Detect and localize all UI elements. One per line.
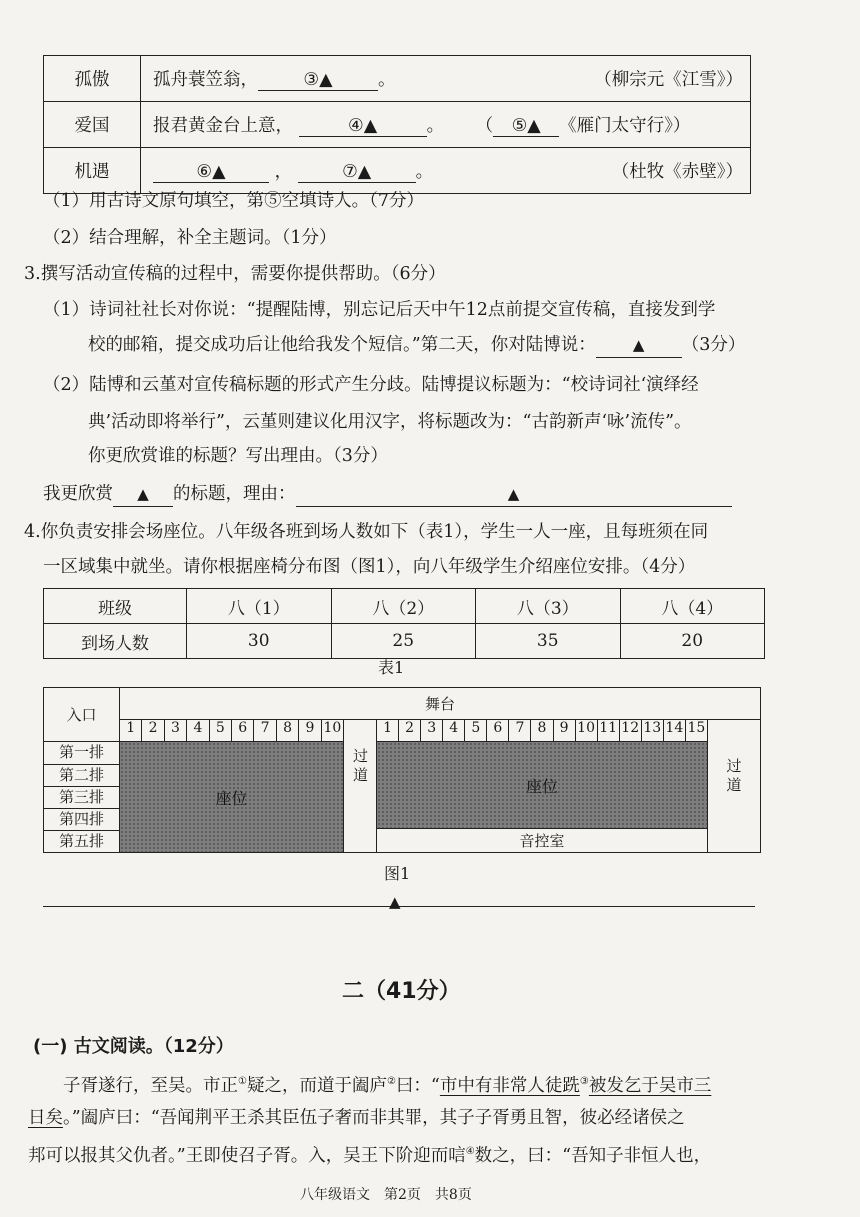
row-label: 第二排 xyxy=(44,764,119,786)
question-text: 一区域集中就坐。请你根据座椅分布图（图1），向八年级学生介绍座位安排。（4分） xyxy=(43,557,696,577)
answer-blank[interactable] xyxy=(596,333,682,358)
answer-line: 我更欣赏 ▲ 的标题，理由： ▲ xyxy=(43,482,732,507)
table-header: 八（2） xyxy=(331,589,476,624)
seat-number: 8 xyxy=(277,720,299,741)
poem-text: 。 xyxy=(415,162,434,182)
section-subheading: (一) 古文阅读。（12分） xyxy=(33,1036,234,1057)
theme-cell: 爱国 xyxy=(44,102,141,148)
seat-number: 8 xyxy=(531,720,553,741)
poem-source: （杜牧《赤壁》） xyxy=(611,162,743,182)
poem-text: ， xyxy=(274,162,293,182)
table-cell: 20 xyxy=(620,624,765,659)
seat-map xyxy=(43,687,761,853)
poem-source: （ ⑤▲ 《雁门太守行》） xyxy=(475,116,691,136)
page-footer: 八年级语文 第2页 共8页 xyxy=(300,1187,472,1203)
table-row xyxy=(44,56,751,102)
answer-blank[interactable] xyxy=(493,116,559,137)
section-heading: 二（41分） xyxy=(342,979,461,1004)
aisle-label: 过道 xyxy=(724,758,743,796)
stage: 舞台 xyxy=(120,688,760,720)
seat-number: 5 xyxy=(210,720,232,741)
table-header: 八（4） xyxy=(620,589,765,624)
blank-marker: ⑥▲ xyxy=(196,162,226,182)
theme-cell: 机遇 xyxy=(44,148,141,194)
seat-number: 10 xyxy=(576,720,598,741)
table-cell: 到场人数 xyxy=(44,624,187,659)
seat-number: 12 xyxy=(620,720,642,741)
row-label: 第五排 xyxy=(44,830,119,852)
blank-marker: ⑦▲ xyxy=(342,162,372,182)
seat-number: 1 xyxy=(377,720,399,741)
question-text: （1）诗词社社长对你说：“提醒陆博，别忘记后天中午12点前提交宣传稿，直接发到学 xyxy=(43,300,716,320)
entrance: 入口 xyxy=(44,688,120,742)
row-label: 第一排 xyxy=(58,743,104,761)
figure-caption: 图1 xyxy=(384,864,411,883)
poem-cell xyxy=(141,102,751,148)
table-row xyxy=(44,148,751,194)
theme-cell: 孤傲 xyxy=(44,56,141,102)
seat-number: 6 xyxy=(487,720,509,741)
question-text: 校的邮箱，提交成功后让他给我发个短信。”第二天，你对陆博说： ▲ （3分） xyxy=(88,333,745,358)
table-cell: 25 xyxy=(331,624,476,659)
seat-number: 9 xyxy=(554,720,576,741)
question-text: 你更欣赏谁的标题？写出理由。（3分） xyxy=(88,446,388,466)
seat-number: 5 xyxy=(465,720,487,741)
table-header: 八（3） xyxy=(476,589,621,624)
poem-text: 报君黄金台上意， xyxy=(153,116,293,136)
blank-marker: ▲ xyxy=(389,893,401,911)
table-row xyxy=(44,102,751,148)
seat-number: 3 xyxy=(165,720,187,741)
table-row xyxy=(44,624,765,659)
seat-number: 15 xyxy=(687,720,706,736)
blank-marker: ▲ xyxy=(137,485,149,503)
seat-number: 6 xyxy=(232,720,254,741)
left-aisle xyxy=(344,748,376,786)
right-aisle xyxy=(708,758,760,796)
question-title: 3.撰写活动宣传稿的过程中，需要你提供帮助。（6分） xyxy=(24,264,446,284)
blank-marker: ⑤▲ xyxy=(511,116,541,136)
row-labels xyxy=(44,742,120,852)
answer-blank[interactable] xyxy=(296,482,732,507)
poem-cell xyxy=(141,148,751,194)
table-row xyxy=(44,589,765,624)
question-title: 4.你负责安排会场座位。八年级各班到场人数如下（表1），学生一人一座，且每班须在同 xyxy=(24,522,709,542)
seat-number: 10 xyxy=(323,720,342,736)
poem-text: 孤舟蓑笠翁， xyxy=(153,70,258,90)
poem-cell xyxy=(141,56,751,102)
answer-blank[interactable] xyxy=(153,162,269,183)
seat-number: 2 xyxy=(399,720,421,741)
poem-text: 。 xyxy=(378,70,396,90)
seat-number: 1 xyxy=(120,720,142,741)
answer-blank[interactable] xyxy=(298,162,416,183)
left-seat-block: 座位 xyxy=(120,742,344,852)
seat-number: 7 xyxy=(254,720,276,741)
seat-number: 7 xyxy=(509,720,531,741)
blank-marker: ④▲ xyxy=(348,116,378,136)
seat-number: 2 xyxy=(142,720,164,741)
right-seat-numbers xyxy=(376,720,708,742)
question-text: （2）陆博和云堇对宣传稿标题的形式产生分歧。陆博提议标题为：“校诗词社‘演绎经 xyxy=(43,375,699,395)
answer-blank[interactable] xyxy=(299,116,427,137)
seat-number: 13 xyxy=(642,720,664,741)
seat-number: 4 xyxy=(443,720,465,741)
question-text: （2）结合理解，补全主题词。（1分） xyxy=(43,228,337,248)
theme-table xyxy=(43,55,751,194)
seat-number: 4 xyxy=(187,720,209,741)
seat-number: 9 xyxy=(299,720,321,741)
seat-number: 3 xyxy=(421,720,443,741)
seat-number: 14 xyxy=(664,720,686,741)
table-header: 八（1） xyxy=(187,589,332,624)
poem-text: 。 xyxy=(426,116,445,136)
poem-source: （柳宗元《江雪》） xyxy=(594,70,743,90)
passage-line: 邦可以报其父仇者。”王即使召子胥。入，吴王下阶迎而唁④数之，曰：“吾知子非恒人也， xyxy=(28,1145,712,1166)
attendance-table xyxy=(43,588,765,659)
table-cell: 30 xyxy=(187,624,332,659)
passage-line: 日矣。”阖庐曰：“吾闻荆平王杀其臣伍子奢而非其罪，其子子胥勇且智，彼必经诸侯之 xyxy=(28,1108,685,1128)
seat-number: 11 xyxy=(598,720,620,741)
table-header: 班级 xyxy=(44,589,187,624)
row-label: 第三排 xyxy=(44,786,119,808)
answer-blank[interactable] xyxy=(258,70,378,91)
question-text: （1）用古诗文原句填空，第⑤空填诗人。（7分） xyxy=(43,191,425,211)
passage-line: 子胥遂行，至吴。市正①疑之，而道于阖庐②曰：“市中有非常人徒跣③被发乞于吴市三 xyxy=(63,1075,712,1096)
right-seat-block: 座位 xyxy=(376,742,708,828)
sound-control-room: 音控室 xyxy=(376,828,708,852)
left-seat-numbers xyxy=(120,720,344,742)
blank-marker: ▲ xyxy=(507,485,520,503)
row-label: 第四排 xyxy=(44,808,119,830)
answer-blank[interactable] xyxy=(113,482,173,507)
table-cell: 35 xyxy=(476,624,621,659)
blank-marker: ▲ xyxy=(632,336,645,354)
blank-marker: ③▲ xyxy=(303,70,333,90)
aisle-label: 过道 xyxy=(351,748,369,786)
table-caption: 表1 xyxy=(378,658,405,677)
question-text: 典’活动即将举行”，云堇则建议化用汉字，将标题改为：“古韵新声‘咏’流传”。 xyxy=(88,412,692,432)
